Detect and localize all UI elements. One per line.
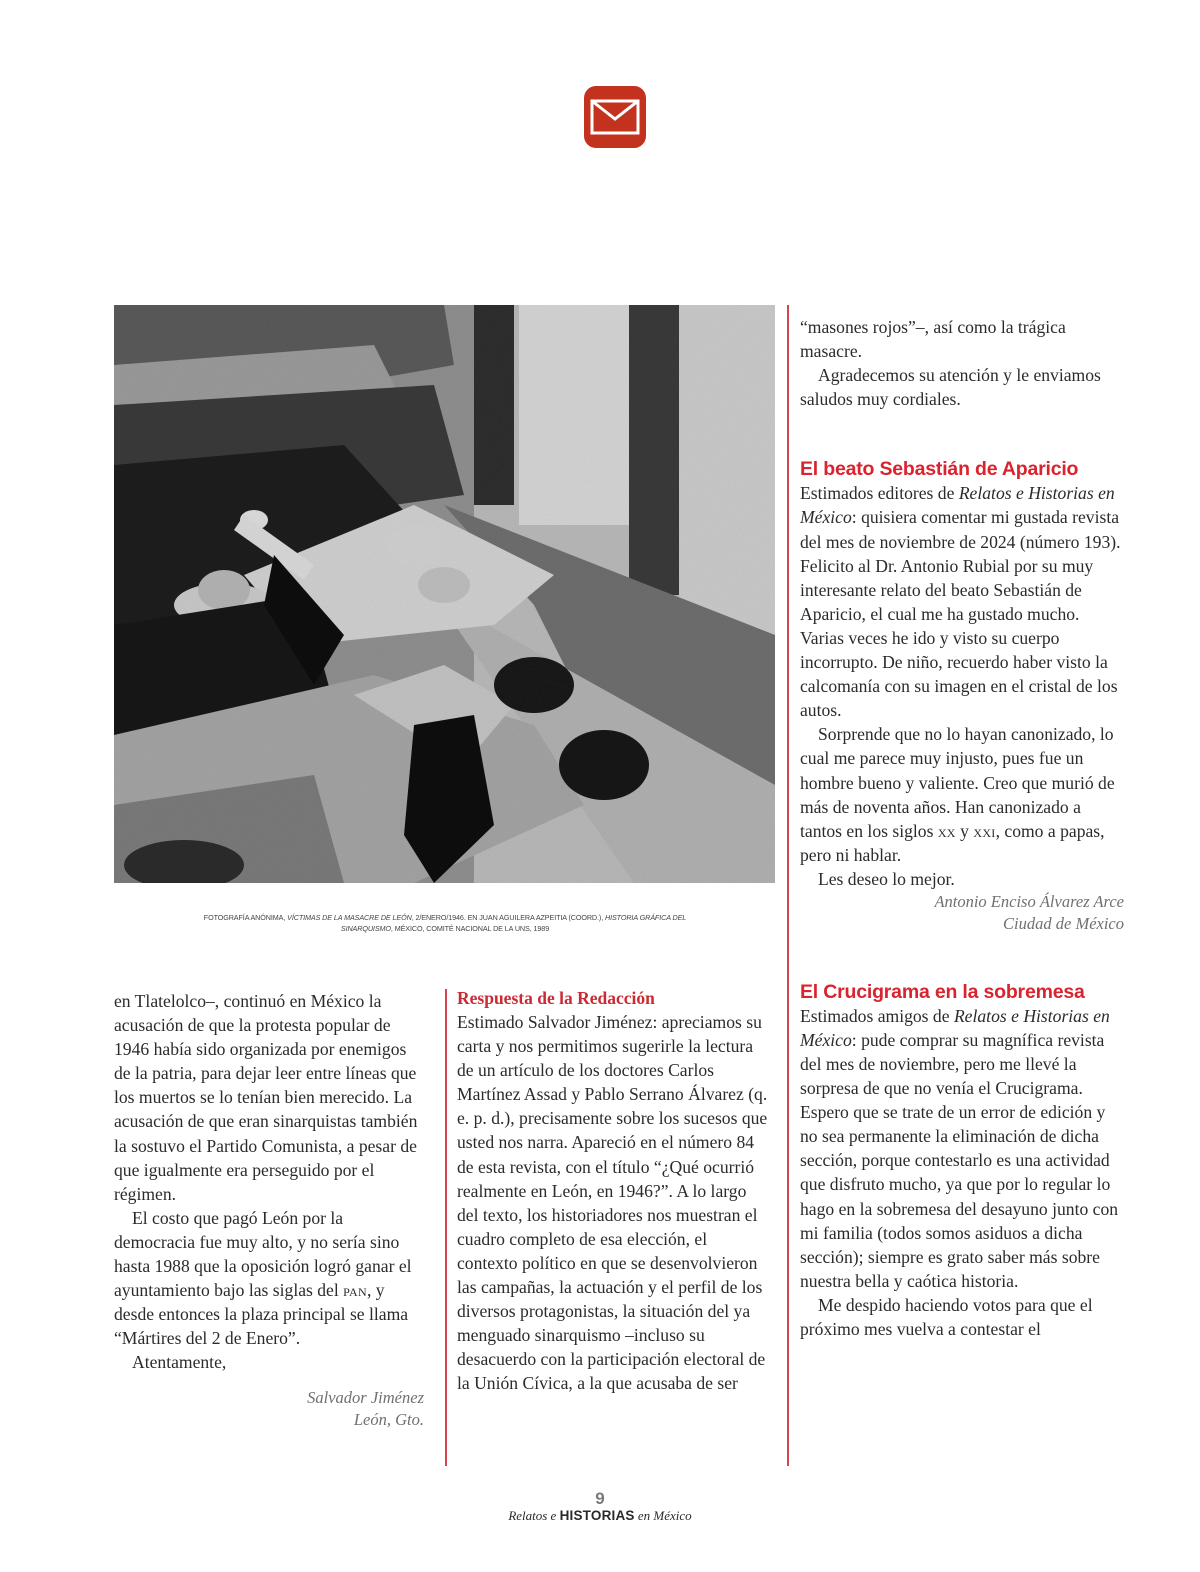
letter-paragraph: Me despido haciendo votos para que el próximo mes vuelva a contestar el xyxy=(800,1294,1093,1339)
paragraph-text: : pude comprar su magnífica revista del mes de noviembre, pero me llevé la sorpresa de que no venía el Crucigrama. Espero que se trate de un error de edición y no sea permanente la eliminación de dicha sección, porque contestarlo es una actividad que disfruto mucho, ya que por lo regular lo hago en la sobremesa del desayuno junto con mi familia (todos somos asiduos a dicha sección); siempre es grato saber más sobre nuestra bella y caótica historia. xyxy=(800,1029,1119,1291)
letter-sebastian-aparicio xyxy=(800,457,1124,935)
magazine-title: Relatos e Historias en México xyxy=(800,1005,1110,1050)
paragraph-text: y xyxy=(955,820,974,841)
caption-text: , 2/ENERO/1946. EN JUAN AGUILERA AZPEITIA (COORD.), xyxy=(411,913,605,922)
letter-paragraph: en Tlatelolco–, continuó en México la acusación de que la protesta popular de 1946 había sido organizada por enemigos de la patria, para dejar leer entre líneas que los muertos se lo tenían bien merecido. La acusación de que eran sinarquistas también la sostuvo el Partido Comunista, a pesar de que igualmente era perseguido por el régimen. xyxy=(114,991,418,1204)
continuation-text: “masones rojos”–, así como la trágica masacre. xyxy=(800,317,1066,362)
signature-place: Ciudad de México xyxy=(1003,914,1124,934)
signature-name: Antonio Enciso Álvarez Arce xyxy=(934,891,1124,911)
letter-column-3 xyxy=(800,315,1124,1341)
letter-paragraph xyxy=(800,1004,1124,1293)
magazine-name-part: en México xyxy=(634,1508,692,1523)
letter-closing: Atentamente, xyxy=(132,1352,227,1373)
mail-envelope-icon xyxy=(584,86,646,148)
letter-paragraph xyxy=(114,1206,424,1351)
signature-name: Salvador Jiménez xyxy=(307,1387,424,1407)
letter-paragraph xyxy=(800,722,1124,867)
column-rule xyxy=(787,305,789,1466)
roman-numeral: xx xyxy=(937,820,956,841)
caption-title: HISTORIA GRÁFICA DEL SINARQUISMO xyxy=(340,913,687,933)
magazine-name xyxy=(0,1508,1200,1524)
letter-heading: El beato Sebastián de Aparicio xyxy=(800,458,1079,481)
paragraph-text: , como a papas, pero ni hablar. xyxy=(800,820,1105,865)
caption-text: , MÉXICO, COMITÉ NACIONAL DE LA UNS, 1989 xyxy=(390,924,550,933)
magazine-title: Relatos e Historias en México xyxy=(800,483,1115,528)
magazine-name-part: Relatos e xyxy=(508,1508,560,1523)
letter-crucigrama xyxy=(800,980,1124,1341)
letter-paragraph xyxy=(800,481,1124,722)
signature-place: León, Gto. xyxy=(353,1409,424,1429)
response-heading: Respuesta de la Redacción xyxy=(457,988,655,1008)
caption-text: FOTOGRAFÍA ANÓNIMA, xyxy=(203,913,288,922)
caption-title: VÍCTIMAS DE LA MASACRE DE LEÓN xyxy=(287,913,412,922)
paragraph-text: El costo que pagó León por la democracia fue muy alto, y no sería sino hasta 1988 que la oposición logró ganar el ayuntamiento bajo las siglas del xyxy=(114,1207,412,1301)
historical-photo xyxy=(114,305,775,883)
paragraph-text: : quisiera comentar mi gustada revista del mes de noviembre de 2024 (número 193). Felicito al Dr. Antonio Rubial por su muy interesante relato del beato Sebastián de Aparicio, el cual me ha gustado mucho. Varias veces he ido y visto su cuerpo incorrupto. De niño, recuerdo haber visto la calcomanía con su imagen en el cristal de los autos. xyxy=(800,507,1121,721)
paragraph-text: Sorprende que no lo hayan canonizado, lo cual me parece muy injusto, pues fue un hombre bueno y valiente. Creo que murió de más de noventa años. Han canonizado a tantos en los siglos xyxy=(800,724,1115,841)
magazine-name-bold: HISTORIAS xyxy=(559,1508,635,1523)
photo-illustration xyxy=(114,305,775,883)
paragraph-text: Estimados amigos de xyxy=(800,1005,954,1026)
letter-heading: El Crucigrama en la sobremesa xyxy=(800,980,1085,1003)
letter-column-1 xyxy=(114,989,424,1431)
continuation-closing: Agradecemos su atención y le enviamos saludos muy cordiales. xyxy=(800,365,1101,410)
photo-caption xyxy=(200,912,690,934)
acronym: pan xyxy=(343,1280,367,1301)
response-body: Estimado Salvador Jiménez: apreciamos su carta y nos permitimos sugerirle la lectura de un artículo de los doctores Carlos Martínez Assad y Pablo Serrano Álvarez (q. e. p. d.), precisamente sobre los sucesos que usted nos narra. Apareció en el número 84 de esta revista, con el título “¿Qué ocurrió realmente en León, en 1946?”. A lo largo del texto, los historiadores nos muestran el cuadro completo de esa elección, el contexto político en que se desenvolvieron las campañas, la actuación y el perfil de los diversos protagonistas, la situación del ya menguado sinarquismo –incluso su desacuerdo con la participación electoral de la Unión Cívica, a la que acusaba de ser xyxy=(457,1012,768,1394)
letter-closing: Les deseo lo mejor. xyxy=(818,868,955,889)
roman-numeral: xxi xyxy=(973,820,996,841)
column-rule xyxy=(445,989,447,1466)
mail-badge xyxy=(584,86,646,148)
paragraph-text: , y desde entonces la plaza principal se llama “Mártires del 2 de Enero”. xyxy=(114,1280,409,1349)
page-number: 9 xyxy=(595,1489,605,1508)
paragraph-text: Estimados editores de xyxy=(800,483,959,504)
editorial-response xyxy=(457,986,769,1396)
